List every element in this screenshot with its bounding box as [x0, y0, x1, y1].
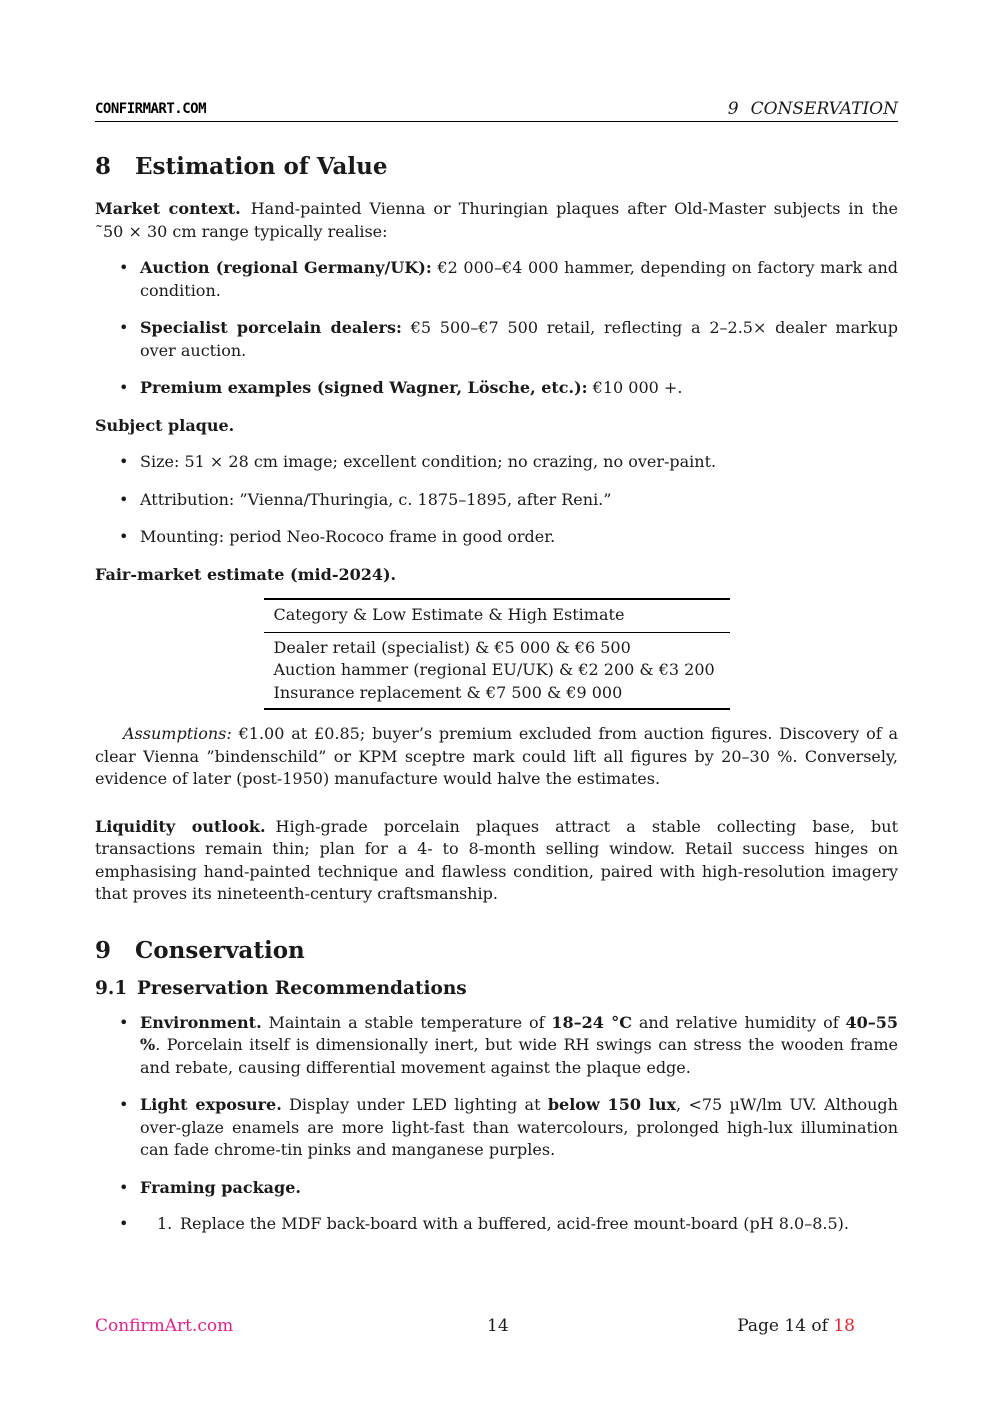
- estimate-table: [264, 598, 730, 710]
- subsection-9-1-heading: [95, 976, 898, 1002]
- numbered-step: [95, 1213, 898, 1236]
- table-row: [264, 682, 730, 710]
- market-context-paragraph: [95, 198, 898, 243]
- footer-site-link[interactable]: ConfirmArt.com: [95, 1316, 234, 1336]
- assumptions-paragraph: [95, 723, 898, 791]
- footer-page-prefix: Page 14 of: [737, 1316, 834, 1336]
- list-item: [95, 257, 898, 302]
- liquidity-label: Liquidity outlook.: [95, 816, 266, 836]
- list-item-text: and relative humidity of: [632, 1012, 846, 1032]
- table-cell: Auction hammer (regional EU/UK) & €2 200 & €3 200: [273, 660, 715, 679]
- step-text: Replace the MDF back-board with a buffered, acid-free mount-board (pH 8.0–8.5).: [180, 1214, 849, 1233]
- humidity-range: 40–55 %: [140, 1012, 898, 1054]
- list-item: [95, 1177, 898, 1236]
- preservation-list: [95, 1012, 898, 1236]
- list-item-label: Environment.: [140, 1012, 262, 1032]
- market-context-text: Hand-painted Vienna or Thuringian plaques after Old-Master subjects in the ˜50 × 30 cm range typically realise:: [95, 199, 898, 241]
- list-item-label: Specialist porcelain dealers:: [140, 318, 402, 337]
- liquidity-paragraph: [95, 816, 898, 906]
- market-list: [95, 257, 898, 400]
- subject-plaque-label: Subject plaque.: [95, 415, 235, 435]
- list-item-label: Auction (regional Germany/UK):: [140, 258, 432, 277]
- section-9-heading: [95, 936, 898, 966]
- market-context-label: Market context.: [95, 199, 241, 218]
- list-item: • Size: 51 × 28 cm image; excellent condition; no crazing, no over-paint.: [95, 451, 898, 474]
- fair-market-label: Fair-market estimate (mid-2024).: [95, 564, 397, 584]
- confirmart-logo: CONFIRMART.COM: [95, 101, 207, 117]
- table-cell: Dealer retail (specialist) & €5 000 & €6 500: [273, 637, 631, 657]
- running-head: [728, 99, 898, 119]
- list-item-text: €2 000–€4 000 hammer, depending on factory mark and condition.: [140, 258, 898, 300]
- list-item: [95, 1012, 898, 1080]
- list-item-text: Display under LED lighting at: [281, 1095, 548, 1114]
- page-header: [95, 99, 898, 122]
- section-8-heading: [95, 152, 898, 182]
- table-header-cell: Category & Low Estimate & High Estimate: [264, 599, 730, 632]
- section-8-number: 8: [95, 153, 112, 180]
- list-item-text: , <75 µW/lm UV. Although over-glaze enamels are more light-fast than watercolours, prolonged high-lux illumination can fade chrome-tin pinks and manganese purples.: [140, 1095, 898, 1159]
- temperature-range: 18–24 °C: [551, 1012, 633, 1032]
- list-item: • Mounting: period Neo-Rococo frame in good order.: [95, 526, 898, 549]
- table-cell: Insurance replacement & €7 500 & €9 000: [273, 682, 623, 702]
- list-item-text: €5 500–€7 500 retail, reflecting a 2–2.5× dealer markup over auction.: [140, 318, 898, 360]
- footer-page-number: 14: [487, 1316, 509, 1336]
- table-row: [264, 659, 730, 682]
- list-item: [95, 1094, 898, 1162]
- running-head-title: CONSERVATION: [750, 99, 898, 119]
- assumptions-text: €1.00 at £0.85; buyer’s premium excluded from auction figures. Discovery of a clear Vienna ”bindenschild” or KPM sceptre mark could lift all figures by 20–30 %. Conversely, evidence of later (post-1950) manufacture would halve the estimates.: [95, 724, 898, 788]
- list-item: [95, 377, 898, 400]
- list-item-text: Maintain a stable temperature of: [261, 1012, 552, 1032]
- table-header-row: [264, 599, 730, 632]
- assumptions-label: Assumptions:: [123, 724, 232, 743]
- list-item-label: Premium examples (signed Wagner, Lösche, etc.):: [140, 378, 588, 397]
- lux-limit: below 150 lux: [547, 1095, 677, 1114]
- list-item: • Attribution: ”Vienna/Thuringia, c. 1875–1895, after Reni.”: [95, 489, 898, 512]
- list-item: [95, 317, 898, 362]
- subsection-title: Preservation Recommendations: [137, 977, 467, 999]
- section-9-number: 9: [95, 936, 112, 964]
- list-item-text: . Porcelain itself is dimensionally inert, but wide RH swings can stress the wooden frame and rebate, causing differential movement against the plaque edge.: [140, 1035, 898, 1077]
- list-item-text: €10 000 +.: [587, 378, 683, 397]
- table-row: [264, 632, 730, 659]
- framing-steps: [95, 1213, 898, 1236]
- list-item-label: Framing package.: [140, 1177, 301, 1197]
- footer-page-of: [737, 1316, 855, 1336]
- page-content: [95, 152, 898, 1251]
- running-head-number: 9: [727, 99, 739, 119]
- footer-total-pages-link[interactable]: 18: [833, 1316, 855, 1336]
- section-9-title: Conservation: [135, 936, 305, 964]
- subject-plaque-list: [95, 451, 898, 549]
- liquidity-text: High-grade porcelain plaques attract a stable collecting base, but transactions remain thin; plan for a 4- to 8-month selling window. Retail success hinges on emphasising hand-painted technique and flawless condition, paired with high-resolution imagery that proves its nineteenth-century craftsmanship.: [95, 816, 898, 903]
- section-8-title: Estimation of Value: [135, 153, 388, 180]
- subsection-number: 9.1: [95, 977, 128, 999]
- list-item-label: Light exposure.: [140, 1095, 282, 1114]
- step-number: • 1.: [157, 1214, 173, 1233]
